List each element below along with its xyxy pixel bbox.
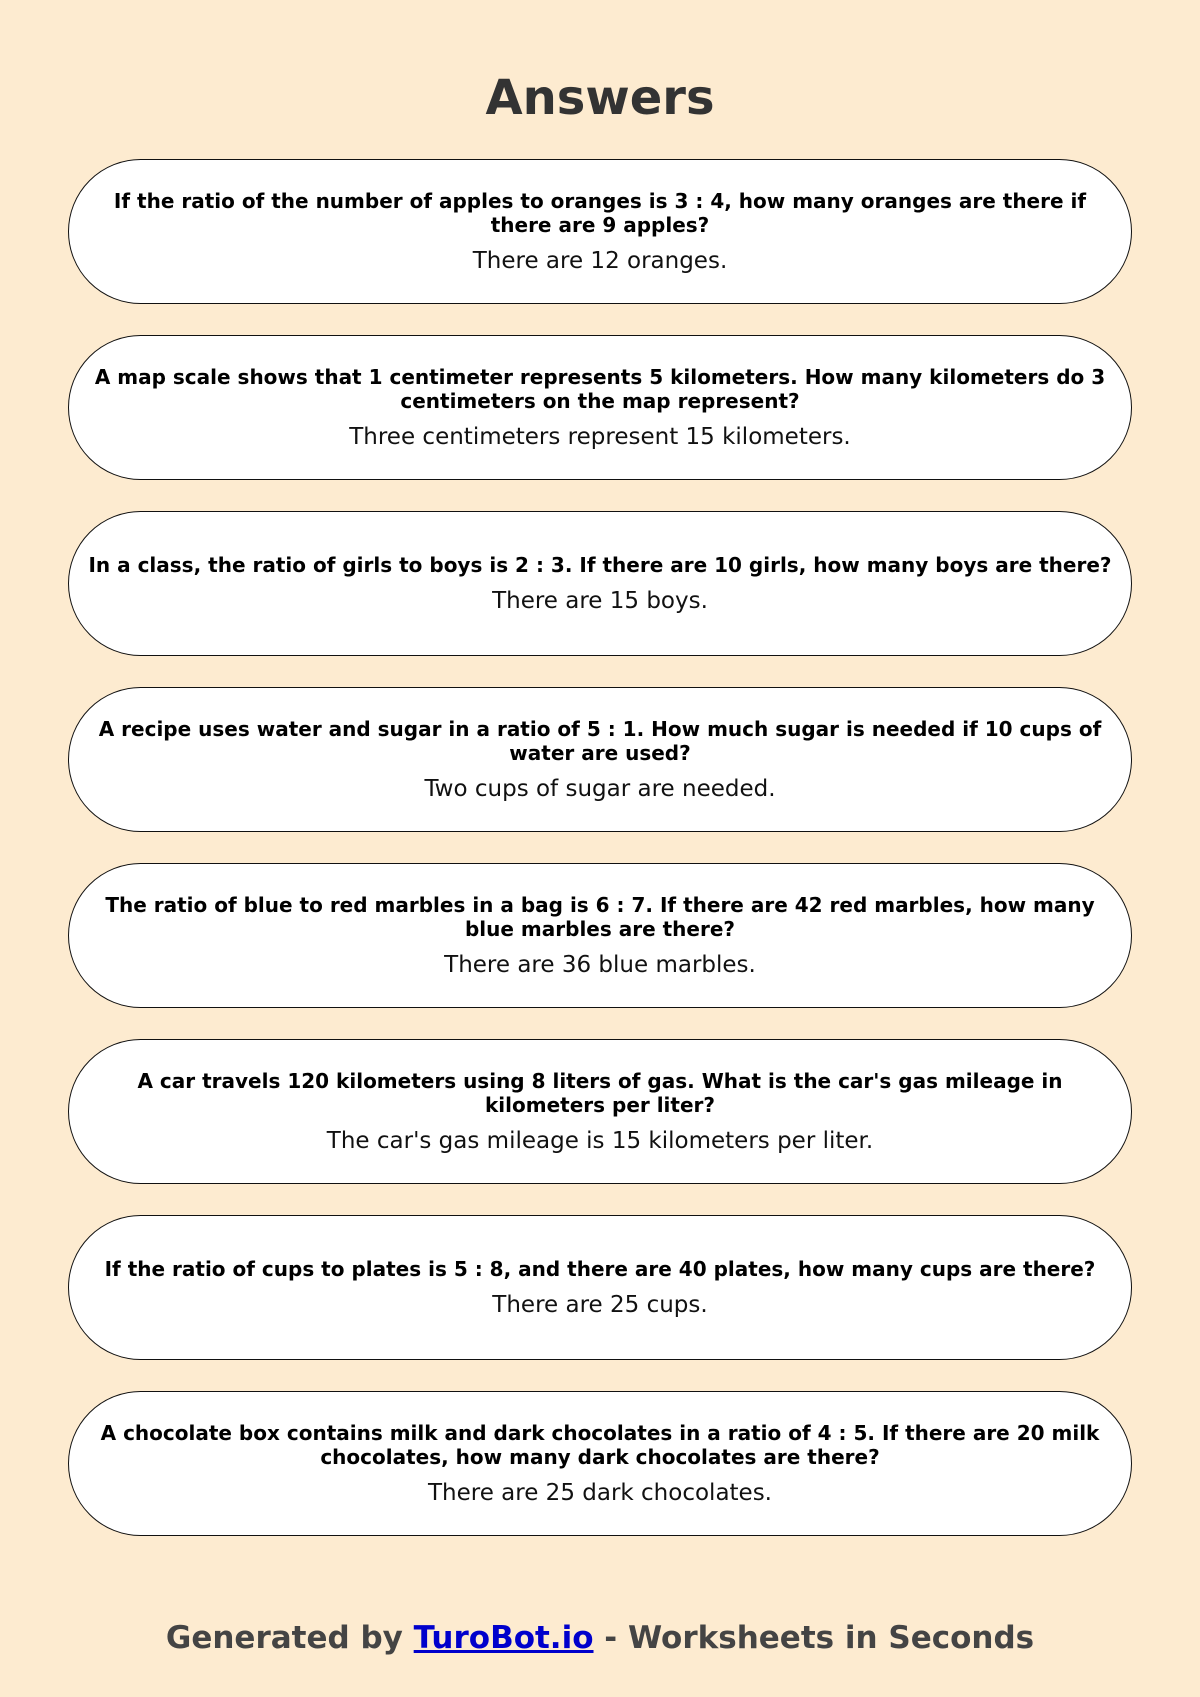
answer-card [68,1391,1132,1536]
answer-text: There are 25 cups. [492,1291,708,1318]
answer-text: Two cups of sugar are needed. [424,775,776,802]
answer-card [68,1215,1132,1360]
answer-card [68,1039,1132,1184]
answer-card [68,863,1132,1008]
answer-list [68,159,1132,1567]
answer-text: There are 36 blue marbles. [444,951,756,978]
page-title: Answers [485,70,715,126]
question-text: A chocolate box contains milk and dark chocolates in a ratio of 4 : 5. If there are 20 milk chocolates, how many dark chocolates are there? [100,1420,1100,1469]
question-text: A car travels 120 kilometers using 8 liters of gas. What is the car's gas mileage in kilometers per liter? [137,1068,1063,1117]
answer-text: There are 15 boys. [492,587,708,614]
question-text: If the ratio of the number of apples to oranges is 3 : 4, how many oranges are there if there are 9 apples? [113,188,1087,237]
footer [0,1618,1200,1658]
question-text: A map scale shows that 1 centimeter represents 5 kilometers. How many kilometers do 3 centimeters on the map represent? [94,364,1106,413]
answer-text: The car's gas mileage is 15 kilometers per liter. [326,1127,874,1154]
question-text: The ratio of blue to red marbles in a bag is 6 : 7. If there are 42 red marbles, how many blue marbles are there? [105,892,1095,941]
answer-text: There are 25 dark chocolates. [427,1479,772,1506]
answer-text: Three centimeters represent 15 kilometers. [349,423,851,450]
footer-suffix: - Worksheets in Seconds [593,1620,1035,1656]
question-text: If the ratio of cups to plates is 5 : 8, and there are 40 plates, how many cups are there? [104,1256,1096,1281]
question-text: In a class, the ratio of girls to boys is 2 : 3. If there are 10 girls, how many boys are there? [88,552,1112,577]
answer-text: There are 12 oranges. [472,247,728,274]
answer-card [68,159,1132,304]
footer-prefix: Generated by [165,1620,414,1656]
answer-card [68,511,1132,656]
turobot-link[interactable]: TuroBot.io [413,1620,594,1656]
answer-card [68,335,1132,480]
question-text: A recipe uses water and sugar in a ratio of 5 : 1. How much sugar is needed if 10 cups of water are used? [98,716,1102,765]
answer-card [68,687,1132,832]
